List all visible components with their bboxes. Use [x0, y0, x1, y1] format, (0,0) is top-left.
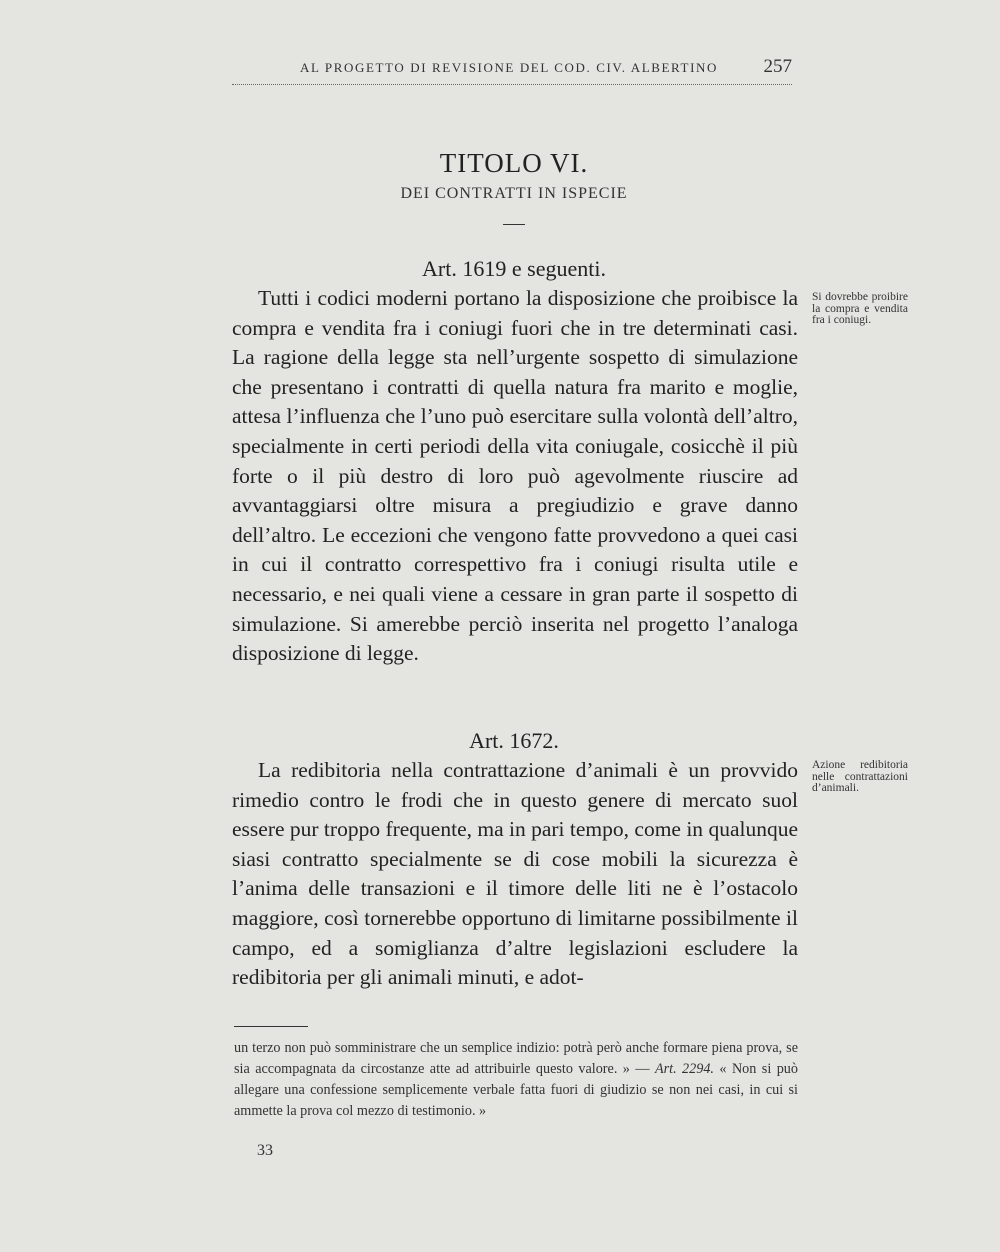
section-subtitle: DEI CONTRATTI IN ISPECIE	[400, 185, 628, 202]
article-heading-1619: Art. 1619 e seguenti.	[422, 256, 606, 281]
footnote-text-start: un terzo non può somministrare che un semplice indizio: potrà però anche formare piena prova, se sia accompagnata da circostanze atte ad attribuirle questo valore. » —	[234, 1040, 798, 1077]
footnote-rule	[234, 1026, 308, 1027]
header-rule	[232, 84, 792, 85]
margin-note-1672: Azione redibitoria nelle contrattazioni d’animali.	[812, 759, 908, 794]
footnote-text-end: « Non si può allegare una confessione semplicemente verbale fatta fuori di giudizio se non nei casi, in cui si ammette la prova col mezzo di testimonio. »	[234, 1061, 798, 1119]
running-header	[232, 58, 792, 82]
section-title: TITOLO VI.	[439, 148, 589, 178]
footnote-article-ref: Art. 2294.	[654, 1061, 714, 1077]
running-header-title: AL PROGETTO DI REVISIONE DEL COD. CIV. ALBERTINO	[300, 60, 718, 75]
footnote	[234, 1038, 798, 1122]
title-dash	[503, 224, 525, 225]
article-text-1672: La redibitoria nella contrattazione d’animali è un provvido rimedio contro le frodi che in questo genere di mercato suol essere pur troppo frequente, ma in pari tempo, come in qualunque siasi contratto specialmente se di cose mobili la sicurezza è l’anima delle transazioni e il timore delle liti ne è l’ostacolo maggiore, così tornerebbe opportuno di limitarne possibilmente il campo, ed a somiglianza d’altre legislazioni escludere la redibitoria per gli animali minuti, e adot-	[232, 758, 798, 990]
article-text-1619: Tutti i codici moderni portano la disposizione che proibisce la compra e vendita fra i coniugi fuori che in tre determinati casi. La ragione della legge sta nell’urgente sospetto di simulazione che presentano i contratti di quella natura fra marito e moglie, attesa l’influenza che l’uno può esercitare sulla volontà dell’altro, specialmente in certi periodi della vita coniugale, cosicchè il più forte o il più destro di loro può agevolmente riuscire ad avvantaggiarsi oltre misura a pregiudizio e grave danno dell’altro. Le eccezioni che vengono fatte provvedono a quei casi in cui il contratto correspettivo fra i coniugi risulta utile e necessario, e nei quali viene a cessare in gran parte il sospetto di simulazione. Si amerebbe perciò inserita nel progetto l’analoga disposizione di legge.	[232, 286, 798, 666]
margin-note-1619: Si dovrebbe proibire la compra e vendita fra i coniugi.	[812, 291, 908, 326]
signature-mark: 33	[257, 1142, 273, 1159]
article-heading-1672: Art. 1672.	[469, 728, 559, 753]
page-number: 257	[763, 56, 792, 77]
